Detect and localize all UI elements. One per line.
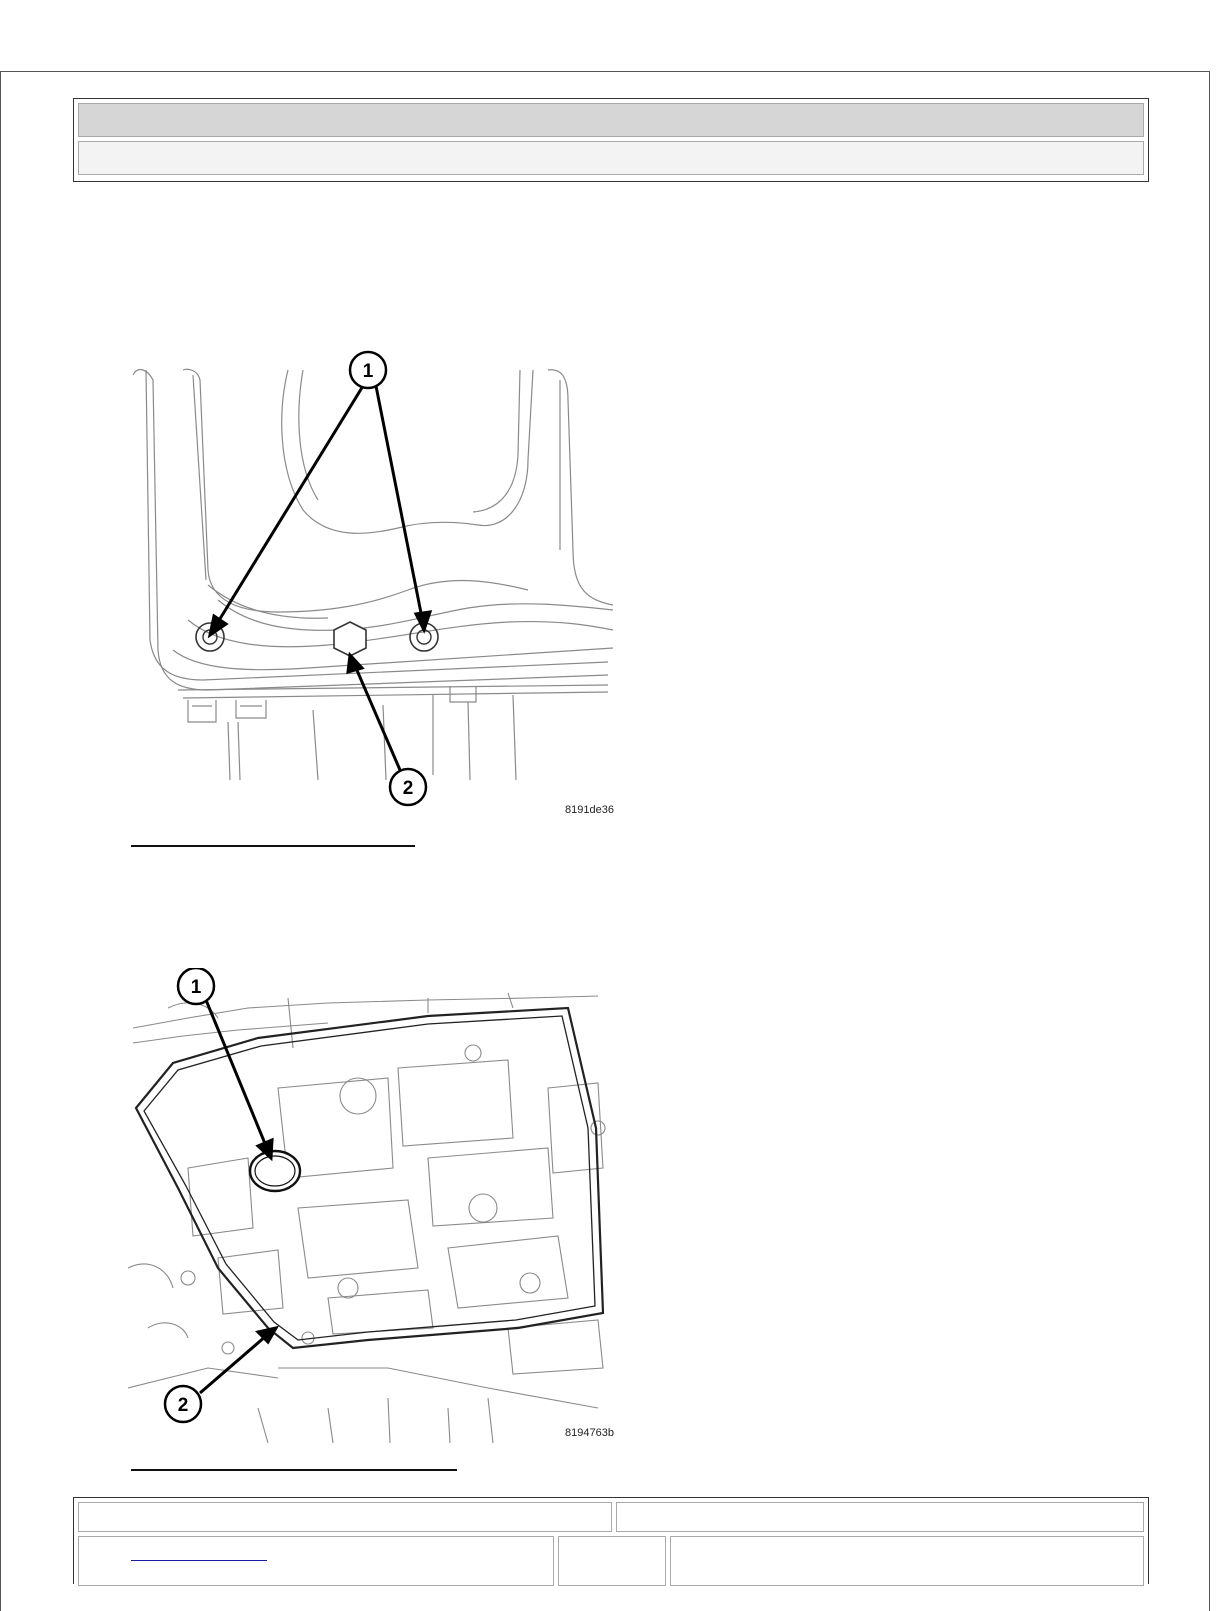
footer-cell-right [616,1502,1144,1532]
figure-2-callout-2: 2 [177,1395,189,1416]
figure-2-caption-rule [131,1469,457,1471]
footer-cell-link [78,1536,554,1586]
figure-1-illustration [128,350,618,820]
footer-link[interactable] [131,1560,267,1561]
footer-cell-middle [558,1536,666,1586]
footer-cell-end [670,1536,1144,1586]
figure-1-callout-1: 1 [362,361,374,382]
footer-table [73,1497,1149,1584]
header-title-row [78,103,1144,137]
figure-1-caption-rule [131,845,415,847]
figure-1-code: 8191de36 [565,804,614,816]
figure-2-code: 8194763b [565,1427,614,1439]
figure-1 [128,350,618,820]
figure-2 [128,968,618,1443]
header-subtitle-row [78,141,1144,175]
figure-2-illustration [128,968,618,1443]
figure-1-callout-2: 2 [402,778,414,799]
figure-2-callout-1: 1 [190,977,202,998]
header-table [73,98,1149,182]
footer-cell-left [78,1502,612,1532]
